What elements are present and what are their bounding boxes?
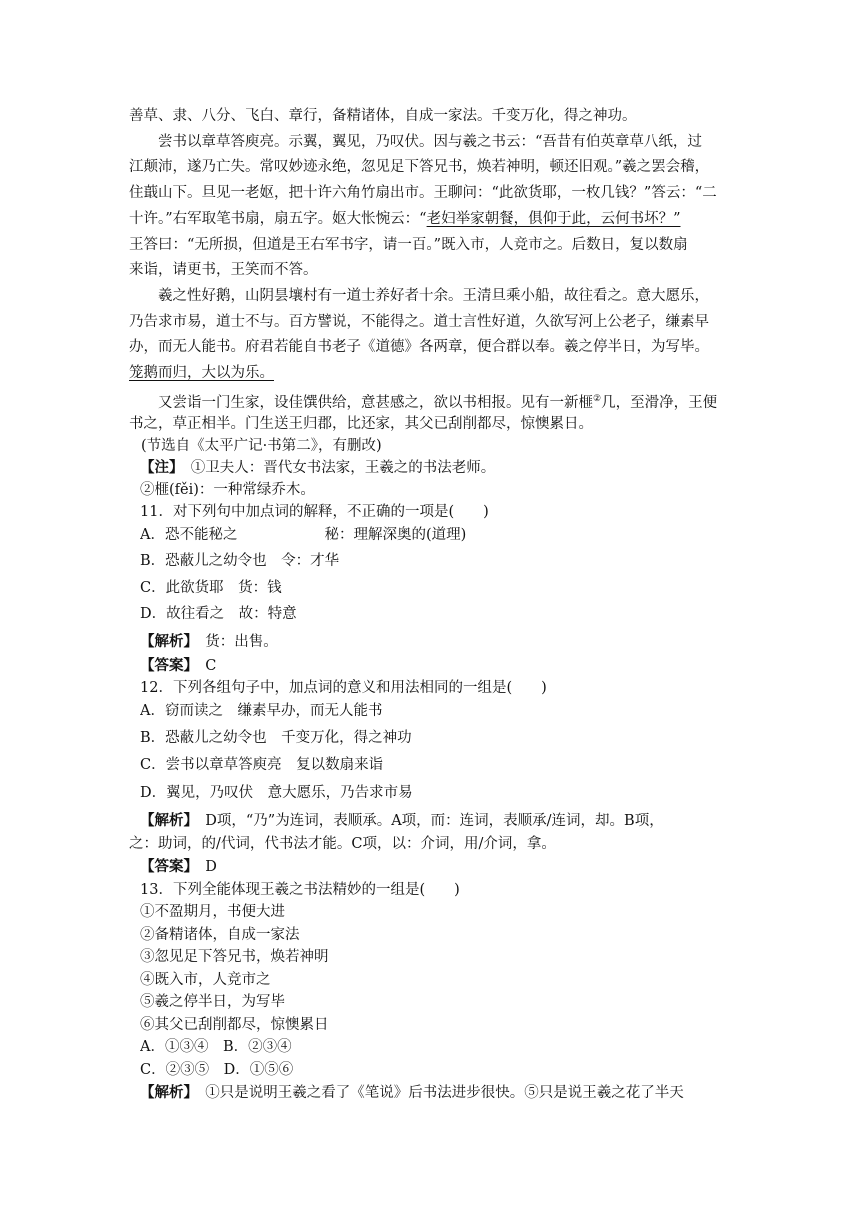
question-stem: 12．下列各组句子中，加点词的意义和用法相同的一组是( ) — [140, 680, 547, 696]
answer-label: 【答案】 — [140, 657, 191, 674]
answer-line — [140, 857, 745, 879]
passage-line: 善草、隶、八分、飞白、章行，备精诸体，自成一家法。千变万化，得之神功。 — [129, 108, 637, 124]
note-text: ①卫夫人：晋代女书法家，王羲之的书法老师。 — [190, 460, 496, 476]
list-item: ④既入市，人竞市之 — [140, 972, 271, 988]
passage-line: 住蕺山下。旦见一老妪，把十许六角竹扇出市。王聊问：“此欲货耶，一枚几钱？”答云：“二 — [129, 185, 717, 201]
options-line: C．②③⑤ D．①⑤⑥ — [140, 1062, 294, 1078]
note-line — [140, 458, 745, 480]
analysis-label: 【解析】 — [140, 633, 191, 650]
passage-line: 江颠沛，遂乃亡失。常叹妙迹永绝，忽见足下答兄书，焕若神明，顿还旧观。”羲之罢会稽， — [129, 159, 710, 175]
list-item: ③忽见足下答兄书，焕若神明 — [140, 949, 329, 965]
option-b: B．恐蔽儿之幼令也 令：才华 — [140, 553, 340, 569]
answer-line — [140, 656, 745, 678]
passage-line: 乃告求市易，道士不与。百方譬说，不能得之。道士言性好道，久欲写河上公老子，缣素早 — [129, 314, 709, 330]
analysis-line — [140, 811, 745, 833]
option-c: C．此欲货耶 货：钱 — [140, 580, 282, 596]
note-line: ②榧(fěi)：一种常绿乔木。 — [140, 482, 315, 498]
option-d: D．翼见，乃叹伏 意大愿乐，乃告求市易 — [140, 785, 413, 801]
passage-line — [158, 389, 734, 411]
footnote-marker: ② — [593, 394, 602, 404]
option-d: D．故往看之 故：特意 — [140, 606, 297, 622]
note-label: 【注】 — [140, 459, 177, 476]
passage-line: 来诣，请更书，王笑而不答。 — [129, 262, 318, 278]
source-citation: (节选自《太平广记·书第二》，有删改) — [141, 438, 382, 454]
list-item: ⑤羲之停半日，为写毕 — [140, 994, 285, 1010]
passage-line: 王答曰：“无所损，但道是王右军书字，请一百。”既入市，人竞市之。后数日，复以数扇 — [129, 237, 688, 253]
answer-text: D — [190, 859, 217, 875]
answer-label: 【答案】 — [140, 858, 191, 875]
analysis-text: ①只是说明王羲之看了《笔说》后书法进步很快。⑤只是说王羲之花了半天 — [190, 1085, 684, 1101]
underlined-sentence: 笼鹅而归，大以为乐。 — [129, 365, 274, 381]
analysis-text: 货：出售。 — [190, 634, 278, 650]
list-item: ②备精诸体，自成一家法 — [140, 927, 300, 943]
option-a: A．窃而读之 缣素早办，而无人能书 — [140, 703, 383, 719]
analysis-line: 之：助词，的/代词，代书法才能。C项，以：介词，用/介词，拿。 — [129, 836, 556, 852]
list-item: ①不盈期月，书便大进 — [140, 904, 285, 920]
options-line: A．①③④ B．②③④ — [140, 1039, 292, 1055]
list-item: ⑥其父已刮削都尽，惊懊累日 — [140, 1017, 329, 1033]
option-b: B．恐蔽儿之幼令也 千变万化，得之神功 — [140, 730, 412, 746]
analysis-text: D项，“乃”为连词，表顺承。A项，而：连词，表顺承/连词，却。B项， — [190, 813, 664, 829]
passage-line — [129, 363, 734, 385]
passage-line: 书之，草正相半。门生送王归郡，比还家，其父已刮削都尽，惊懊累日。 — [129, 416, 593, 432]
underlined-sentence: 老妇举家朝餐，俱仰于此，云何书坏？” — [426, 211, 681, 227]
passage-line — [129, 209, 734, 231]
question-stem: 11．对下列句中加点词的解释，不正确的一项是( ) — [140, 504, 489, 520]
passage-line: 办，而无人能书。府君若能自书老子《道德》各两章，便合群以奉。羲之停半日，为写毕。 — [129, 339, 709, 355]
analysis-line — [140, 632, 745, 654]
passage-line: 尝书以章草答庾亮。示翼，翼见，乃叹伏。因与羲之书云：“吾昔有伯英章草八纸，过 — [158, 134, 702, 150]
option-a: A．恐不能秘之 秘：理解深奥的(道理) — [140, 527, 467, 543]
question-stem: 13．下列全能体现王羲之书法精妙的一组是( ) — [140, 882, 460, 898]
analysis-label: 【解析】 — [140, 1084, 191, 1101]
analysis-line — [140, 1083, 745, 1105]
answer-text: C — [190, 658, 217, 674]
passage-line: 羲之性好鹅，山阴昙壤村有一道士养好者十余。王清旦乘小船，故往看之。意大愿乐， — [158, 288, 709, 304]
option-c: C．尝书以章草答庾亮 复以数扇来诣 — [140, 757, 384, 773]
passage-text: 又尝诣一门生家，设佳馔供给，意甚感之，欲以书相报。见有一新榧 — [158, 394, 593, 411]
analysis-label: 【解析】 — [140, 812, 191, 829]
passage-text: 几，至滑净，王便 — [601, 394, 718, 411]
passage-text: 十许。”右军取笔书扇，扇五字。妪大怅惋云：“ — [129, 211, 427, 227]
